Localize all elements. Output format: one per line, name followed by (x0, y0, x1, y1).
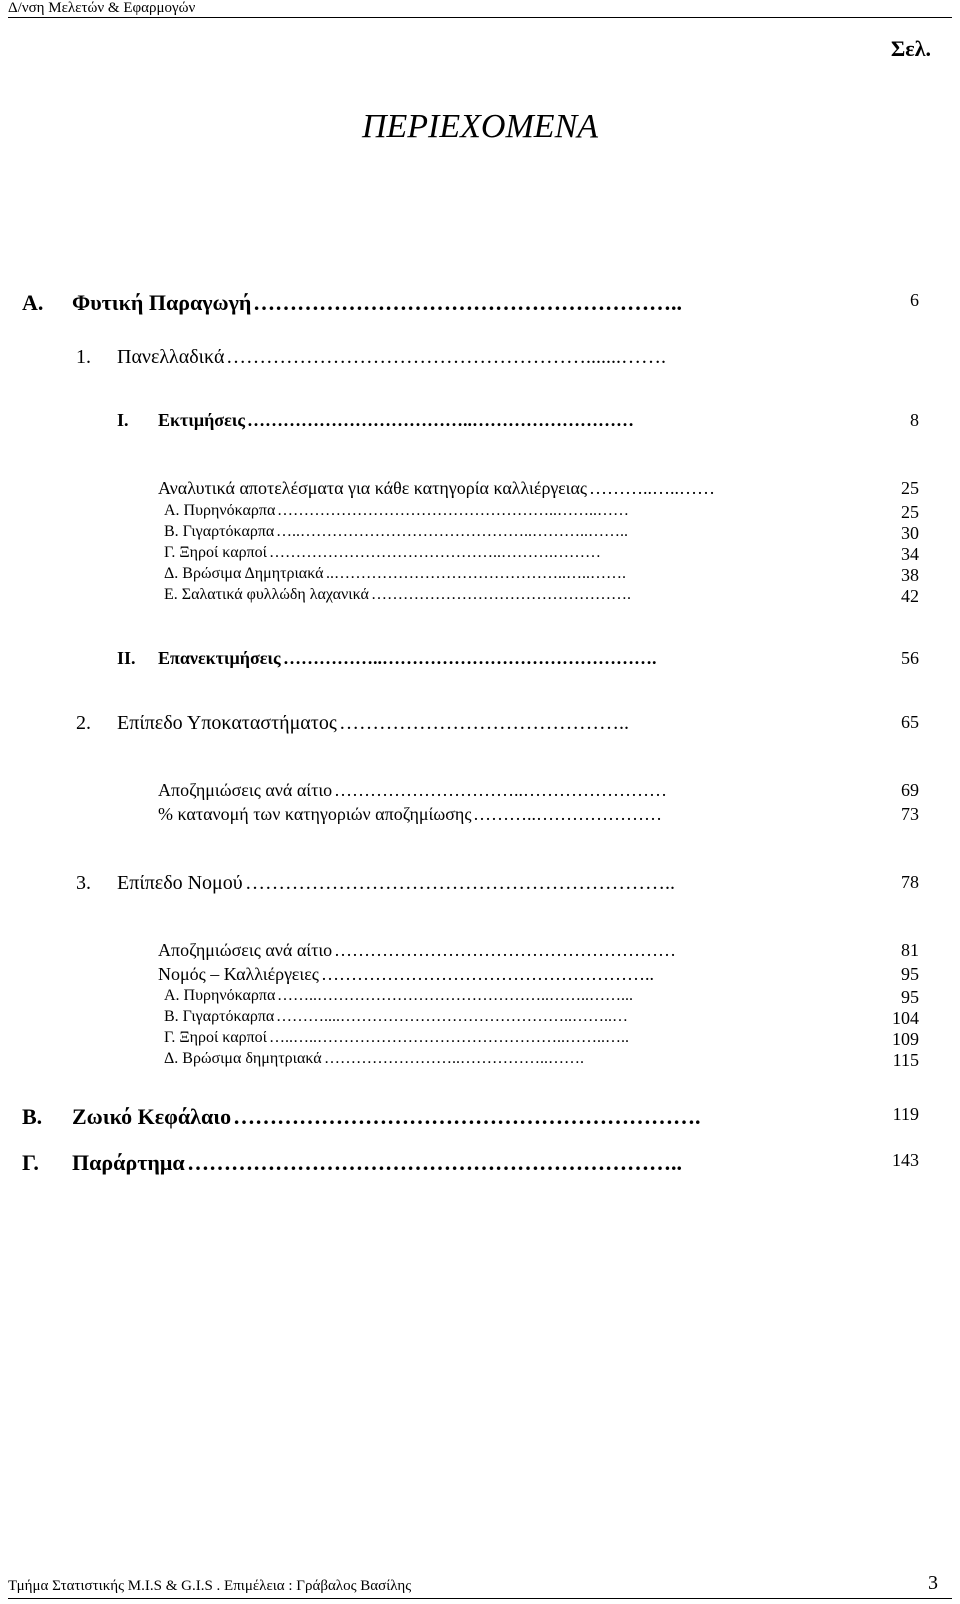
toc-entry-title: Ε. Σαλατικά φυλλώδη λαχανικά (164, 586, 369, 603)
toc-entry-title: Φυτική Παραγωγή (72, 290, 252, 315)
toc-entry-title: Δ. Βρώσιμα Δημητριακά (164, 565, 324, 582)
toc-entry-title: Β. Γιγαρτόκαρπα (164, 523, 275, 540)
toc-entry-title: Επίπεδο Νομού (117, 872, 243, 894)
toc-entry-number: 3. (76, 872, 91, 894)
footer-page-number: 3 (928, 1572, 938, 1594)
toc-entry-number: Ι. (117, 410, 129, 430)
toc-entry-title: Ζωικό Κεφάλαιο (72, 1104, 232, 1129)
toc-entry-title: % κατανομή των κατηγοριών αποζημίωσης (158, 804, 472, 824)
toc-entry (0, 872, 960, 896)
toc-entry-number: 1. (76, 346, 91, 368)
toc-entry-title: Α. Πυρηνόκαρπα (164, 987, 276, 1004)
toc-entry-title: Α. Πυρηνόκαρπα (164, 502, 276, 519)
toc-entry-page-number: 25 (901, 502, 919, 522)
toc-entry-leader-dots: ………………………………..……………………… (247, 410, 634, 430)
toc-entry-page-number: 25 (901, 478, 919, 498)
toc-entry-title: Επανεκτιμήσεις (158, 648, 281, 668)
toc-entry-title: Β. Γιγαρτόκαρπα (164, 1008, 275, 1025)
toc-entry-page-number: 42 (901, 586, 919, 606)
toc-entry (0, 964, 960, 988)
toc-entry (0, 804, 960, 828)
toc-entry-number: Α. (22, 290, 44, 315)
toc-entry-leader-dots: ……………………………………………….......……. (226, 346, 666, 368)
toc-entry-leader-dots: ………………………………………………… (334, 940, 676, 960)
toc-entry (0, 586, 960, 610)
toc-entry-page-number: 109 (892, 1029, 919, 1049)
toc-entry-leader-dots: ……………………………………………….. (321, 964, 654, 984)
toc-entry (0, 290, 960, 314)
toc-entry-leader-dots: ……………………………………………..……..…… (277, 502, 629, 519)
running-header: Δ/νση Μελετών & Εφαρμογών (8, 0, 196, 16)
toc-entry-leader-dots: ………………………………………………………. (233, 1104, 701, 1129)
toc-entry-leader-dots: ……..……………………………………..……..……... (277, 987, 633, 1004)
toc-entry (0, 1050, 960, 1074)
toc-entry-leader-dots: ..……………………………………..…..……. (326, 565, 626, 582)
toc-entry-page-number: 6 (910, 290, 919, 310)
toc-entry-page-number: 30 (901, 523, 919, 543)
toc-entry-leader-dots: ……………………………………..……….……… (269, 544, 601, 561)
toc-entry-page-number: 38 (901, 565, 919, 585)
toc-entry-title: Δ. Βρώσιμα δημητριακά (164, 1050, 322, 1067)
toc-entry-page-number: 69 (901, 780, 919, 800)
toc-entry (0, 648, 960, 672)
toc-entry-title: Γ. Ξηροί καρποί (164, 544, 267, 561)
toc-entry-number: Γ. (22, 1150, 39, 1175)
toc-entry-page-number: 56 (901, 648, 919, 668)
toc-entry (0, 410, 960, 434)
toc-entry-page-number: 143 (892, 1150, 919, 1170)
toc-entry-title: Αποζημιώσεις ανά αίτιο (158, 940, 333, 960)
toc-entry (0, 1150, 960, 1174)
toc-entry-title: Επίπεδο Υποκαταστήματος (117, 712, 337, 734)
toc-entry-leader-dots: …………………………………….. (339, 712, 629, 734)
toc-entry-number: 2. (76, 712, 91, 734)
toc-entry (0, 346, 960, 370)
toc-entry (0, 780, 960, 804)
toc-entry-page-number: 104 (892, 1008, 919, 1028)
toc-entry-page-number: 119 (892, 1104, 919, 1124)
toc-entry-leader-dots: …………………………..…………………… (334, 780, 667, 800)
toc-entry-page-number: 8 (910, 410, 919, 430)
toc-entry-leader-dots: …………………………………………. (371, 586, 631, 603)
toc-entry (0, 478, 960, 502)
toc-entry-page-number: 65 (901, 712, 919, 732)
toc-entry-title: Νομός – Καλλιέργειες (158, 964, 319, 984)
toc-entry (0, 712, 960, 736)
toc-entry-page-number: 78 (901, 872, 919, 892)
page-title: ΠΕΡΙΕΧΟΜΕΝΑ (361, 108, 599, 145)
toc-entry-leader-dots: …..……………………………………..………..…….. (276, 523, 628, 540)
toc-entry-leader-dots: ………..………………… (473, 804, 662, 824)
toc-entry-title: Αναλυτικά αποτελέσματα για κάθε κατηγορία καλλιέργειας (158, 478, 588, 498)
toc-entry-page-number: 81 (901, 940, 919, 960)
toc-entry-page-number: 115 (892, 1050, 919, 1070)
toc-entry-leader-dots: ……………………………………………………….. (245, 872, 675, 894)
toc-entry-number: Β. (22, 1104, 43, 1129)
toc-entry-leader-dots: ……………………..……………..……. (324, 1050, 584, 1067)
toc-entry-page-number: 95 (901, 964, 919, 984)
footer-divider (8, 1598, 952, 1599)
page-column-label: Σελ. (890, 36, 931, 61)
toc-entry-page-number: 95 (901, 987, 919, 1007)
toc-entry-number: ΙΙ. (117, 648, 136, 668)
header-divider (8, 17, 952, 18)
toc-entry-leader-dots: ………………………………………………………….. (187, 1150, 682, 1175)
toc-entry-leader-dots: ………....……………………………………..……..… (276, 1008, 628, 1025)
toc-entry-page-number: 34 (901, 544, 919, 564)
toc-entry-leader-dots: ………………………………………………….. (253, 290, 682, 315)
toc-entry-title: Αποζημιώσεις ανά αίτιο (158, 780, 333, 800)
toc-entry-page-number: 73 (901, 804, 919, 824)
toc-entry-leader-dots: …..…..………………………………………..……..….. (269, 1029, 629, 1046)
toc-entry-leader-dots: ………..…..…… (589, 478, 715, 498)
toc-entry-title: Πανελλαδικά (117, 346, 225, 368)
toc-entry-title: Γ. Ξηροί καρποί (164, 1029, 267, 1046)
toc-entry-title: Παράρτημα (72, 1150, 185, 1175)
toc-entry-title: Εκτιμήσεις (158, 410, 245, 430)
toc-entry (0, 940, 960, 964)
toc-entry (0, 1104, 960, 1128)
toc-entry-leader-dots: ……………..………………………………………. (283, 648, 657, 668)
footer-text: Τμήμα Στατιστικής M.I.S & G.I.S . Επιμέλεια : Γράβαλος Βασίλης (8, 1578, 412, 1594)
